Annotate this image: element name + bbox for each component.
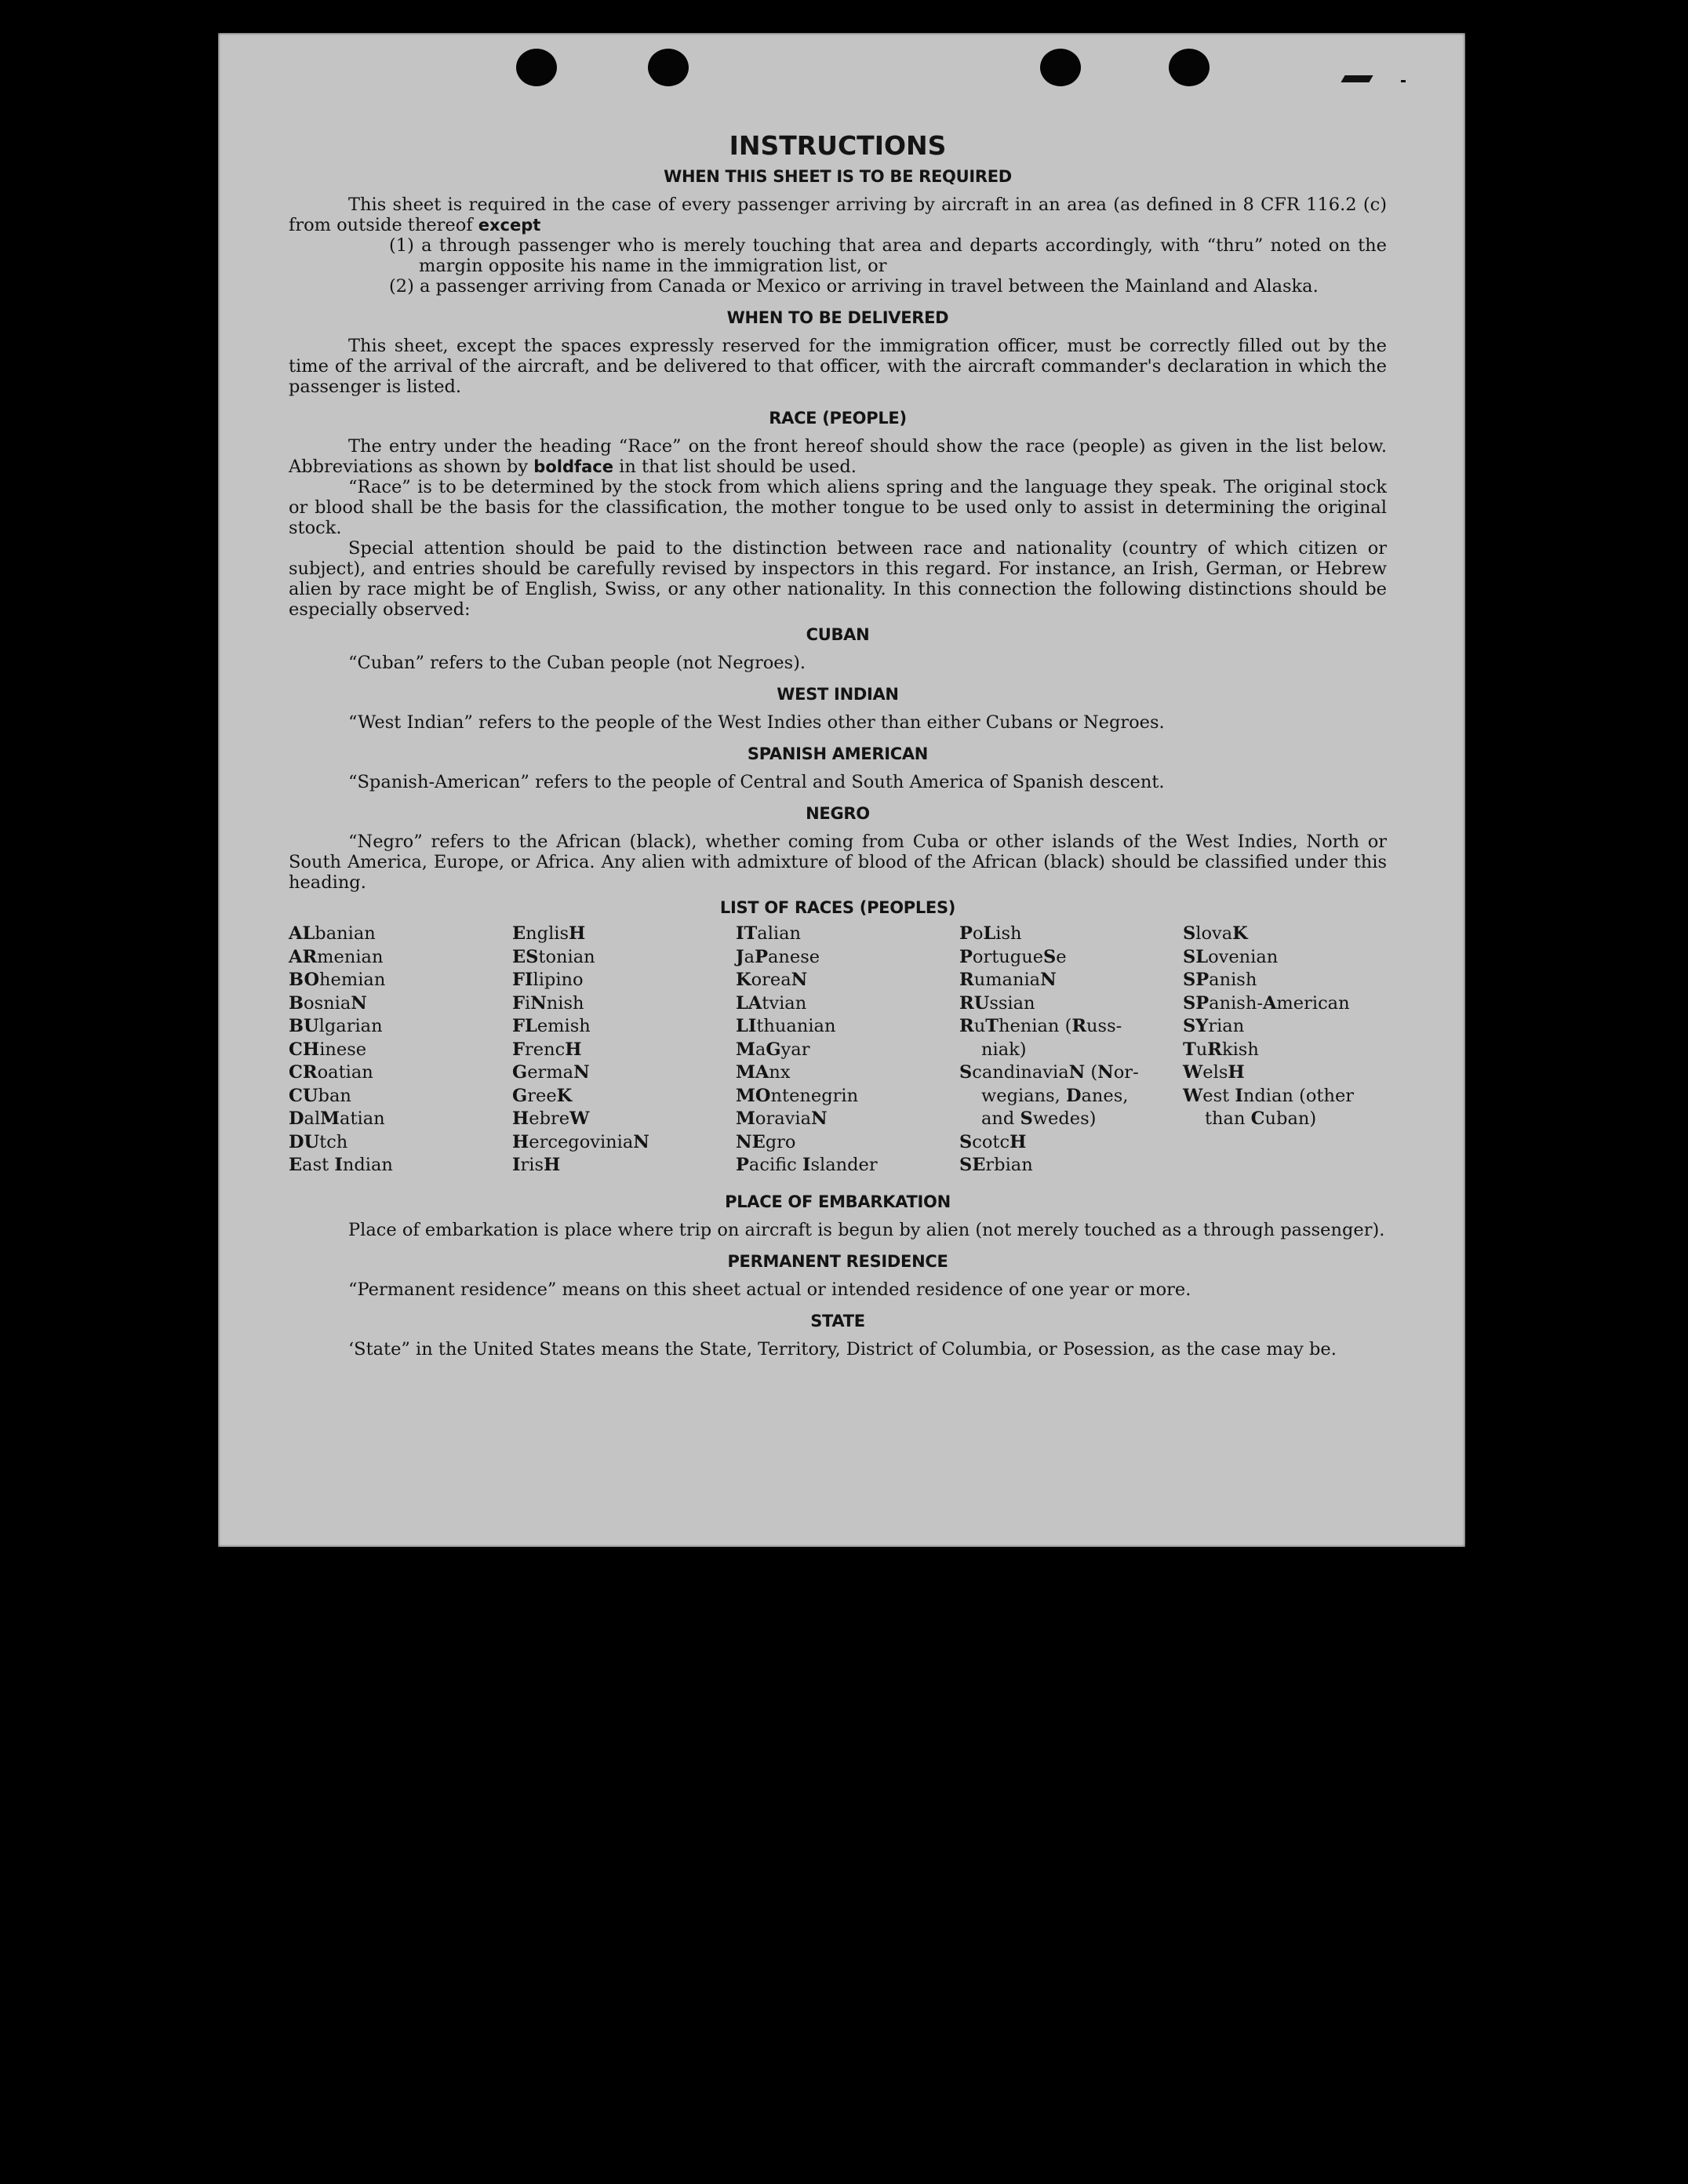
race-entry: LIthuanian — [736, 1016, 836, 1036]
race-entry: WelsH — [1183, 1062, 1245, 1083]
paragraph-embarkation: Place of embarkation is place where trip on aircraft is begun by alien (not merely touched as a through passenger). — [348, 1219, 1385, 1240]
race-entry: CHinese — [289, 1039, 367, 1060]
race-entry: MaGyar — [736, 1039, 810, 1060]
section-heading: PLACE OF EMBARKATION — [725, 1192, 951, 1211]
race-entry: RuThenian (Russ- — [959, 1016, 1122, 1036]
paragraph-negro: “Negro” refers to the African (black), whether coming from Cuba or other islands of the West Indies, North or South America, Europe, or Africa. Any alien with admixture of blood of the African (black) should be classified under this heading. — [289, 832, 1387, 893]
race-entry: HercegoviniaN — [512, 1131, 649, 1152]
paragraph-required — [289, 195, 1387, 235]
section-heading: LIST OF RACES (PEOPLES) — [719, 898, 956, 917]
race-entry: SErbian — [959, 1155, 1033, 1175]
race-entry: DUtch — [289, 1131, 348, 1152]
text-run: The entry under the heading “Race” on the front hereof should show the race (people) as given in the list below. Abbreviations as shown by — [289, 436, 1387, 477]
exception-item-1: (1) a through passenger who is merely touching that area and departs accordingly, with “thru” noted on the margin opposite his name in the immigration list, or — [389, 235, 1387, 276]
race-entry: Pacifc Islander — [736, 1155, 878, 1175]
race-entry: ITalian — [736, 923, 802, 944]
paragraph-state: ‘State” in the United States means the State, Territory, District of Columbia, or Posession, as the case may be. — [348, 1338, 1337, 1360]
race-entry: BOhemian — [289, 970, 386, 990]
race-entry: FiNnish — [512, 992, 584, 1014]
smudge-mark — [1341, 75, 1373, 82]
race-entry: JaPanese — [736, 946, 820, 967]
race-list — [289, 923, 1387, 1178]
section-heading: NEGRO — [806, 804, 870, 823]
punch-hole — [648, 49, 689, 86]
race-entry: SYrian — [1183, 1016, 1245, 1036]
punch-hole — [1169, 49, 1210, 86]
section-heading: SPANISH AMERICAN — [747, 744, 929, 763]
race-column — [1183, 923, 1387, 1178]
race-entry: RUssian — [959, 992, 1035, 1014]
section-heading: RACE (PEOPLE) — [769, 409, 907, 428]
paragraph-cuban: “Cuban” refers to the Cuban people (not Negroes). — [348, 653, 806, 673]
race-entry: ScandinaviaN (Nor- — [959, 1062, 1139, 1083]
race-column — [959, 923, 1183, 1178]
race-entry: SLovenian — [1183, 946, 1279, 967]
race-entry: EStonian — [512, 946, 595, 967]
race-entry: MAnx — [736, 1062, 791, 1083]
bold-term: boldface — [533, 457, 613, 476]
race-entry: PortugueSe — [959, 946, 1067, 967]
exception-item-2: (2) a passenger arriving from Canada or Mexico or arriving in travel between the Mainland and Alaska. — [389, 276, 1319, 297]
race-entry: ALbanian — [289, 923, 376, 944]
section-heading: CUBAN — [806, 625, 870, 644]
smudge-mark — [1401, 80, 1406, 82]
instructions-content — [289, 130, 1387, 1360]
document-sheet — [218, 33, 1465, 1547]
race-entry: GreeK — [512, 1085, 573, 1106]
race-entry: TuRkish — [1183, 1039, 1259, 1060]
punch-hole — [1040, 49, 1081, 86]
race-entry: NEgro — [736, 1131, 796, 1152]
page-title: INSTRUCTIONS — [729, 130, 947, 161]
paragraph-spanish-american: “Spanish-American” refers to the people of Central and South America of Spanish descent. — [348, 772, 1165, 792]
race-entry: HebreW — [512, 1108, 590, 1129]
race-entry: FLemish — [512, 1016, 591, 1036]
race-entry: EnglisH — [512, 923, 586, 944]
race-entry: PoLish — [959, 923, 1022, 944]
race-entry: ScotcH — [959, 1131, 1027, 1152]
race-entry: FrencH — [512, 1039, 582, 1060]
section-heading: STATE — [810, 1311, 865, 1330]
race-column — [512, 923, 736, 1178]
race-entry: wegians, Danes, — [981, 1085, 1129, 1106]
race-entry: RumaniaN — [959, 970, 1057, 990]
paragraph-delivered: This sheet, except the spaces expressly reserved for the immigration officer, must be correctly filled out by the time of the arrival of the aircraft, and be delivered to that officer, with the aircraft commander's declaration in which the passenger is listed. — [289, 336, 1387, 397]
section-heading: WEST INDIAN — [777, 685, 899, 704]
section-heading: PERMANENT RESIDENCE — [727, 1251, 948, 1271]
race-entry: MOntenegrin — [736, 1085, 859, 1106]
race-entry: than Cuban) — [1205, 1108, 1317, 1129]
race-entry: niak) — [981, 1039, 1027, 1060]
race-column — [289, 923, 512, 1178]
punch-hole — [516, 49, 557, 86]
race-entry: GermaN — [512, 1062, 590, 1083]
section-heading: WHEN TO BE DELIVERED — [726, 308, 949, 327]
race-column — [736, 923, 959, 1178]
race-entry: SPanish-American — [1183, 992, 1350, 1014]
text-run: This sheet is required in the case of every passenger arriving by aircraft in an area (as defined in 8 CFR 116.2 (c) from outside thereof — [289, 195, 1387, 235]
race-entry: West Indian (other — [1183, 1085, 1355, 1106]
race-entry: CUban — [289, 1085, 351, 1106]
race-entry: IrisH — [512, 1155, 561, 1175]
race-entry: CRoatian — [289, 1062, 373, 1083]
race-entry: MoraviaN — [736, 1108, 828, 1129]
race-entry: LAtvian — [736, 992, 807, 1014]
paragraph-west-indian: “West Indian” refers to the people of the West Indies other than either Cubans or Negroes. — [348, 712, 1165, 733]
paragraph-residence: “Permanent residence” means on this sheet actual or intended residence of one year or more. — [348, 1279, 1191, 1300]
text-run: in that list should be used. — [613, 457, 857, 477]
race-entry: BosniaN — [289, 992, 367, 1014]
paragraph-race-2: “Race” is to be determined by the stock from which aliens spring and the language they speak. The original stock or blood shall be the basis for the classification, the mother tongue to be used only to assist in determining the original stock. — [289, 477, 1387, 538]
race-entry: BUlgarian — [289, 1016, 383, 1036]
race-entry: SlovaK — [1183, 923, 1248, 944]
race-entry: and Swedes) — [981, 1108, 1097, 1129]
paragraph-race-3: Special attention should be paid to the distinction between race and nationality (country of which citizen or subject), and entries should be carefully revised by inspectors in this regard. For instance, an Irish, German, or Hebrew alien by race might be of English, Swiss, or any other nationality. In this connection the following distinctions should be especially observed: — [289, 538, 1387, 620]
race-entry: East Indian — [289, 1155, 393, 1175]
race-entry: ARmenian — [289, 946, 384, 967]
section-heading: WHEN THIS SHEET IS TO BE REQUIRED — [664, 167, 1012, 186]
bold-term: except — [478, 216, 541, 235]
race-entry: DalMatian — [289, 1108, 385, 1129]
race-entry: SPanish — [1183, 970, 1257, 990]
race-entry: KoreaN — [736, 970, 808, 990]
race-entry: FIlipino — [512, 970, 584, 990]
paragraph-race-1 — [289, 436, 1387, 477]
